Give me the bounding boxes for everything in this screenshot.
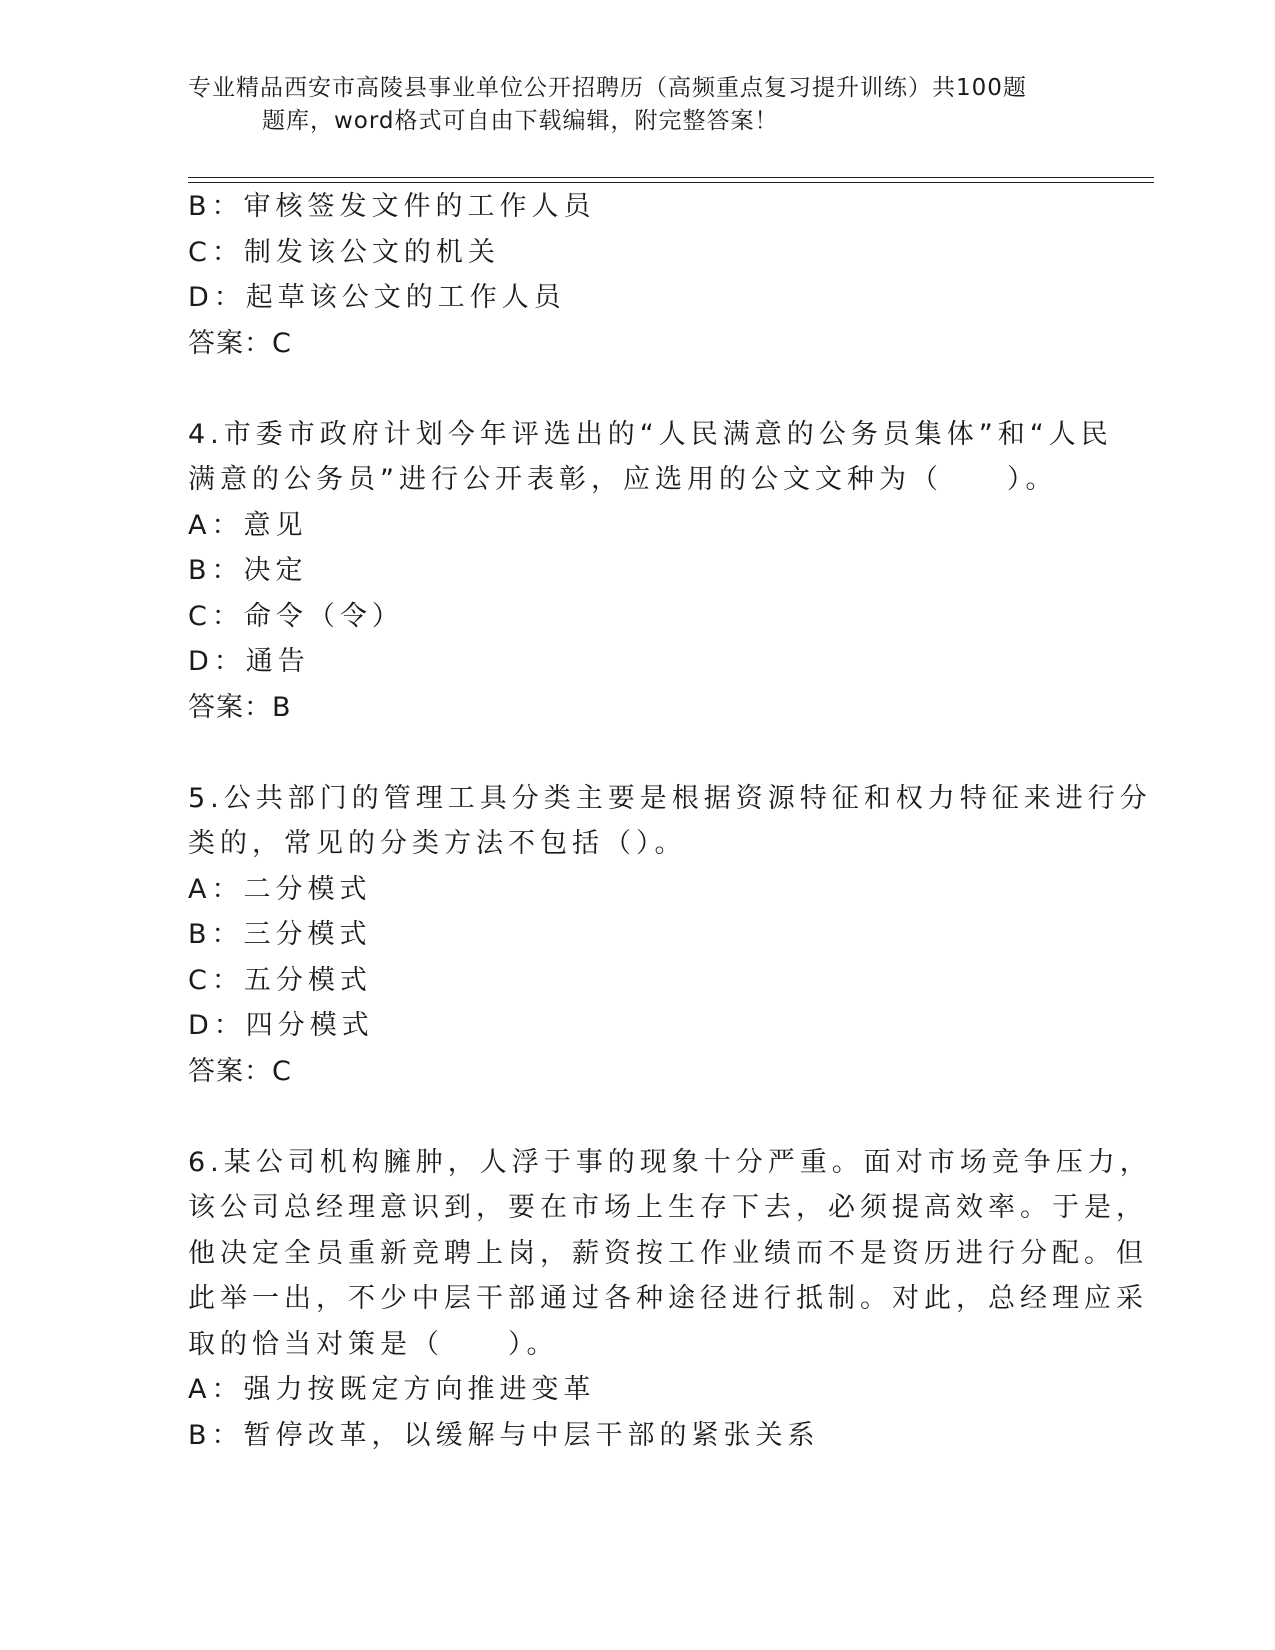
question-5-option-b: B：三分模式 (188, 919, 372, 950)
question-4-option-a: A：意见 (188, 509, 308, 541)
question-6-option-a: A：强力按既定方向推进变革 (188, 1374, 596, 1405)
question-4-answer: 答案：B (188, 691, 292, 723)
question-3-option-d: D：起草该公文的工作人员 (188, 282, 566, 313)
question-spacer (188, 730, 1068, 776)
question-4-option-c: C：命令（令） (188, 600, 404, 632)
question-6-block (188, 1140, 1152, 1459)
header-divider-top (188, 177, 1154, 178)
question-spacer (188, 366, 1068, 412)
question-6-text-line-4: 此举一出，不少中层干部通过各种途径进行抵制。对此，总经理应采 (188, 1283, 1148, 1314)
question-4-block (188, 412, 1113, 731)
question-4-option-b: B：决定 (188, 555, 308, 586)
question-3-option-c: C：制发该公文的机关 (188, 236, 500, 268)
question-4-option-d: D：通告 (188, 646, 310, 677)
question-6-text-line-1: 6.某公司机构臃肿，人浮于事的现象十分严重。面对市场竞争压力， (188, 1146, 1152, 1178)
question-3-block (188, 184, 1068, 366)
question-6-text-line-5: 取的恰当对策是（ ）。 (188, 1328, 559, 1360)
header-divider-bottom (188, 182, 1154, 183)
question-3-option-b: B：审核签发文件的工作人员 (188, 191, 596, 222)
question-5-option-d: D：四分模式 (188, 1010, 374, 1041)
document-header (188, 72, 1068, 138)
question-3-answer: 答案：C (188, 327, 292, 359)
question-spacer (188, 1094, 1068, 1140)
question-list (188, 184, 1152, 1458)
header-title-line-2: 题库，word格式可自由下载编辑，附完整答案！ (262, 108, 779, 134)
question-4-text-line-1: 4.市委市政府计划今年评选出的“人民满意的公务员集体”和“人民 (188, 418, 1113, 450)
question-5-option-a: A：二分模式 (188, 873, 372, 905)
question-5-option-c: C：五分模式 (188, 964, 372, 996)
question-6-text-line-2: 该公司总经理意识到，要在市场上生存下去，必须提高效率。于是， (188, 1192, 1148, 1223)
question-6-text-line-3: 他决定全员重新竞聘上岗，薪资按工作业绩而不是资历进行分配。但 (188, 1237, 1148, 1269)
question-5-text-line-1: 5.公共部门的管理工具分类主要是根据资源特征和权力特征来进行分 (188, 782, 1152, 814)
header-title-line-1: 专业精品西安市高陵县事业单位公开招聘历（高频重点复习提升训练）共100题 (188, 75, 1027, 101)
question-5-answer: 答案：C (188, 1055, 292, 1087)
question-4-text-line-2: 满意的公务员”进行公开表彰，应选用的公文文种为（ ）。 (188, 464, 1058, 495)
question-5-block (188, 776, 1152, 1095)
question-5-text-line-2: 类的，常见的分类方法不包括（）。 (188, 828, 687, 859)
question-6-option-b: B：暂停改革，以缓解与中层干部的紧张关系 (188, 1419, 820, 1451)
